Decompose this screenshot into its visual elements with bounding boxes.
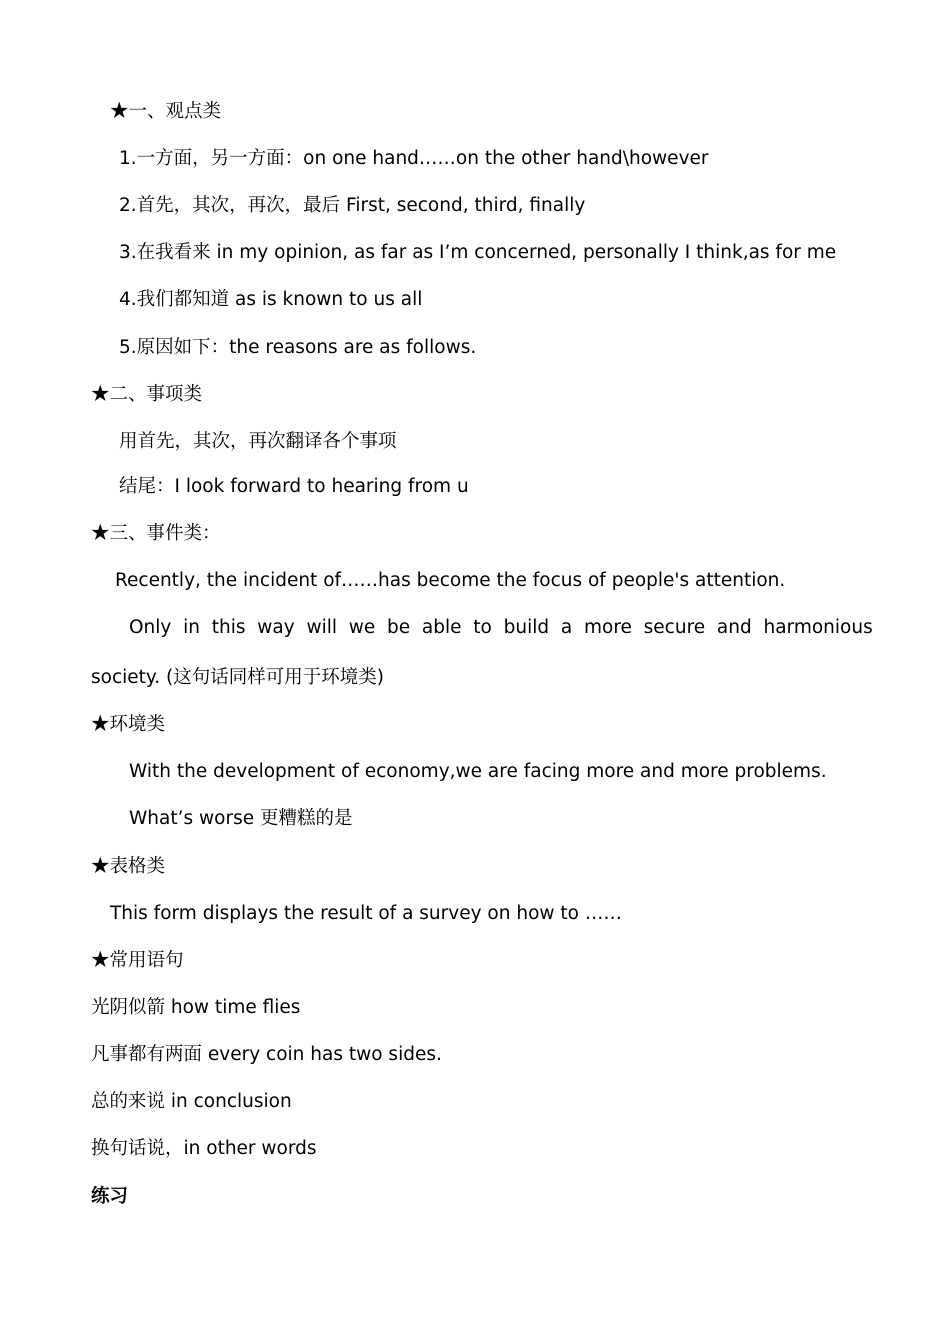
events-line-1: Recently, the incident of……has become the focus of people's attention. <box>115 570 786 591</box>
common-phrase-4: 换句话说，in other words <box>91 1138 317 1159</box>
section-heading-tables: ★表格类 <box>91 856 166 877</box>
common-phrase-2: 凡事都有两面 every coin has two sides. <box>91 1044 442 1065</box>
section-heading-events: ★三、事件类： <box>91 523 221 544</box>
viewpoint-item-3: 3.在我看来 in my opinion, as far as I’m concerned, personally I think,as for me <box>119 242 837 263</box>
environment-item-1: With the development of economy,we are facing more and more problems. <box>129 761 827 782</box>
matters-item-2: 结尾：I look forward to hearing from u <box>119 476 469 497</box>
section-heading-common-phrases: ★常用语句 <box>91 950 184 971</box>
common-phrase-3: 总的来说 in conclusion <box>91 1091 292 1112</box>
viewpoint-item-2: 2.首先，其次，再次，最后 First, second, third, finally <box>119 195 586 216</box>
events-line-3: society. (这句话同样可用于环境类) <box>91 667 384 688</box>
events-line-2: Only in this way will we be able to build a more secure and harmonious <box>129 617 873 638</box>
section-heading-environment: ★环境类 <box>91 714 166 735</box>
viewpoint-item-5: 5.原因如下：the reasons are as follows. <box>119 337 477 358</box>
common-phrase-1: 光阴似箭 how time flies <box>91 997 301 1018</box>
viewpoint-item-4: 4.我们都知道 as is known to us all <box>119 289 423 310</box>
matters-item-1: 用首先，其次，再次翻译各个事项 <box>119 431 397 452</box>
practice-heading: 练习 <box>91 1186 129 1207</box>
environment-item-2: What’s worse 更糟糕的是 <box>129 808 353 829</box>
tables-line: This form displays the result of a survey on how to …… <box>110 903 622 924</box>
viewpoint-item-1: 1.一方面，另一方面：on one hand……on the other hand\however <box>119 148 709 169</box>
section-heading-matters: ★二、事项类 <box>91 384 203 405</box>
section-heading-viewpoints: ★一、观点类 <box>110 101 222 122</box>
